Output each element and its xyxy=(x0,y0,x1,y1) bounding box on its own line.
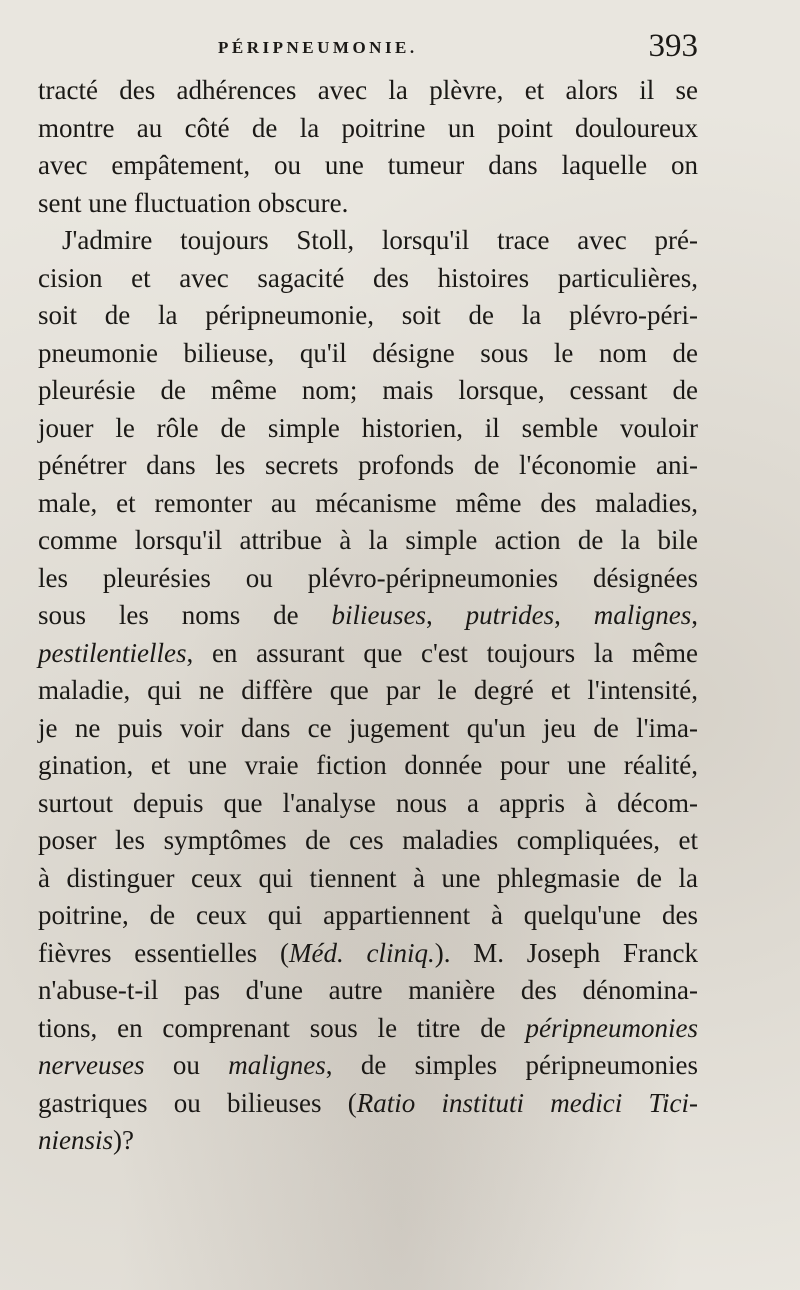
text-run: gastriques ou bilieuses ( xyxy=(38,1087,357,1118)
italic-term: bilieuses xyxy=(331,600,426,630)
text-line: les pleurésies ou plévro-péripneumonies désignées xyxy=(38,562,698,593)
text-run: ou xyxy=(144,1050,229,1080)
text-line: maladie, qui ne diffère que par le degré et l'intensité, xyxy=(38,675,698,705)
text-line: pleurésie de même nom; mais lorsque, cessant de xyxy=(38,375,698,405)
text-run: tions, en comprenant sous le titre de xyxy=(38,1012,526,1043)
italic-term: malignes xyxy=(593,600,692,630)
text-line: à distinguer ceux qui tiennent à une phlegmasie de la xyxy=(38,862,698,893)
text-line: pénétrer dans les secrets profonds de l'économie ani- xyxy=(38,450,698,480)
text-run: fièvres essentielles ( xyxy=(38,937,289,968)
italic-term: Ratio instituti medici Tici- xyxy=(356,1087,698,1118)
text-line: gination, et une vraie fiction donnée pour une réalité, xyxy=(38,750,698,780)
italic-term: péripneumonies xyxy=(525,1012,698,1043)
text-line: poitrine, de ceux qui appartiennent à quelqu'une des xyxy=(38,900,698,930)
text-line xyxy=(38,935,698,973)
italic-term: pestilentielles xyxy=(38,637,187,668)
text-run: , xyxy=(554,600,594,630)
text-line: J'admire toujours Stoll, lorsqu'il trace avec pré- xyxy=(62,225,698,255)
text-run: sous les noms de xyxy=(38,600,332,630)
text-line: pneumonie bilieuse, qu'il désigne sous le nom de xyxy=(38,337,698,368)
text-line xyxy=(38,1047,698,1085)
text-line xyxy=(38,635,698,673)
page-number: 393 xyxy=(648,28,698,64)
text-line: je ne puis voir dans ce jugement qu'un jeu de l'ima- xyxy=(38,712,698,743)
text-line: cision et avec sagacité des histoires particulières, xyxy=(38,262,698,293)
text-line: comme lorsqu'il attribue à la simple action de la bile xyxy=(38,525,698,555)
text-line: male, et remonter au mécanisme même des maladies, xyxy=(38,487,698,518)
text-run: )? xyxy=(113,1125,134,1155)
italic-term: niensis xyxy=(38,1125,114,1155)
text-run: , de simples péripneumonies xyxy=(325,1050,698,1080)
italic-term: putrides xyxy=(465,600,555,630)
text-run: , xyxy=(691,600,699,630)
text-line: soit de la péripneumonie, soit de la plévro-péri- xyxy=(38,300,698,330)
italic-term: Méd. cliniq. xyxy=(288,937,435,968)
italic-term: nerveuses xyxy=(38,1050,145,1080)
text-line xyxy=(38,597,698,635)
text-run: , en assurant que c'est toujours la même xyxy=(186,637,698,668)
text-line: surtout depuis que l'analyse nous a appris à décom- xyxy=(38,787,698,818)
text-line: montre au côté de la poitrine un point douloureux xyxy=(38,112,698,143)
text-run: , xyxy=(426,600,466,630)
show-through-shadow xyxy=(60,1100,700,1250)
text-line: poser les symptômes de ces maladies compliquées, et xyxy=(38,825,698,855)
text-line: jouer le rôle de simple historien, il semble vouloir xyxy=(38,412,698,443)
page-header xyxy=(38,30,698,70)
text-line: n'abuse-t-il pas d'une autre manière des dénomina- xyxy=(38,975,698,1005)
body-text xyxy=(38,72,698,1160)
italic-term: malignes xyxy=(228,1050,326,1080)
running-title: PÉRIPNEUMONIE. xyxy=(218,38,418,57)
text-line: tracté des adhérences avec la plèvre, et alors il se xyxy=(38,75,698,105)
text-line: sent une fluctuation obscure. xyxy=(38,187,349,218)
text-line: avec empâtement, ou une tumeur dans laquelle on xyxy=(38,150,698,180)
text-line xyxy=(38,1010,698,1048)
text-run: ). M. Joseph Franck xyxy=(434,937,698,968)
